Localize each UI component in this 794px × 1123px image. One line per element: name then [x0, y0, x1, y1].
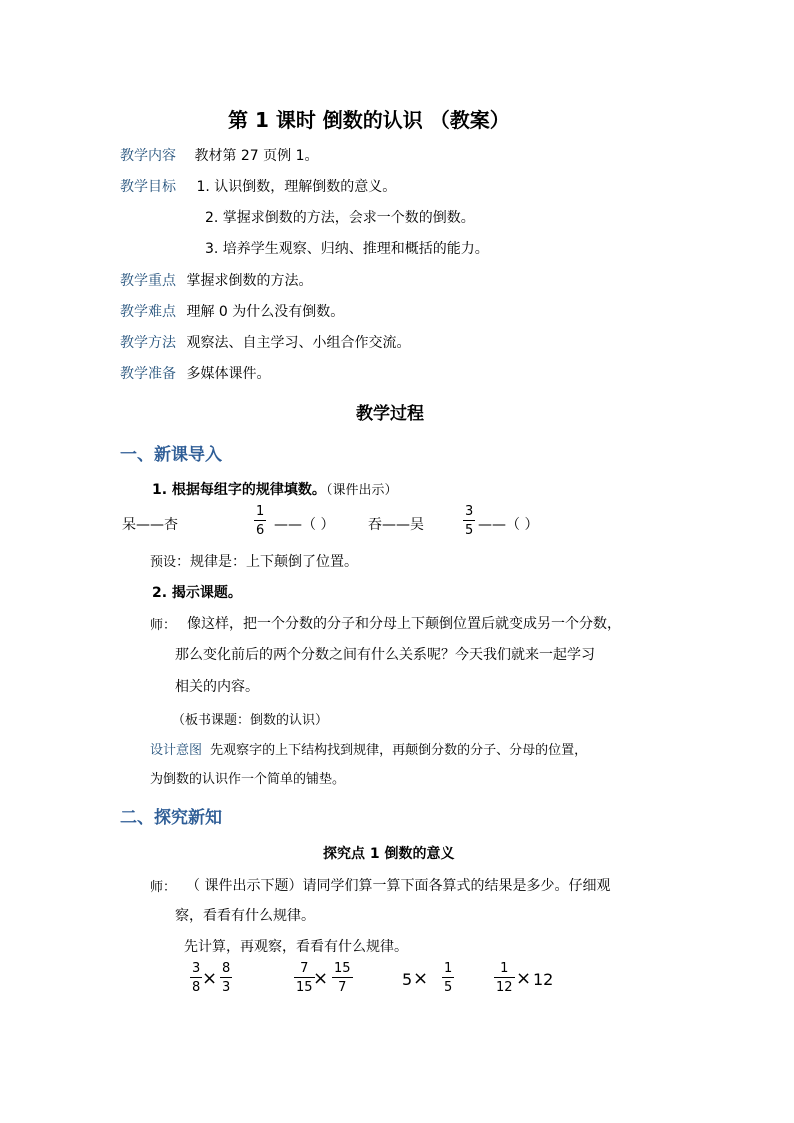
pattern-a: 呆——杏 [122, 517, 178, 533]
teacher-line-2: 那么变化前后的两个分数之间有什么关系呢？今天我们就来一起学习 [175, 647, 595, 663]
pattern-blank-2: ——（ ） [478, 517, 539, 533]
fraction-denominator: 5 [444, 980, 453, 995]
meta-text: 1. 认识倒数，理解倒数的意义。 [196, 179, 397, 195]
meta-text: 观察法、自主学习、小组合作交流。 [186, 335, 411, 351]
expr2-fraction-a [294, 962, 315, 994]
design-label: 设计意图 [150, 743, 203, 758]
section1-item2: 2. 揭示课题。 [152, 585, 242, 601]
fraction-denominator: 12 [496, 980, 513, 995]
meta-row-method [120, 332, 410, 352]
meta-label: 教学目标 [120, 179, 176, 195]
fraction-numerator: 7 [300, 961, 309, 976]
board-title: （板书课题：倒数的认识） [172, 713, 329, 728]
meta-goal-2: 2. 掌握求倒数的方法，会求一个数的倒数。 [205, 210, 475, 226]
meta-label: 教学重点 [120, 273, 176, 289]
fraction-denominator: 3 [222, 980, 231, 995]
fraction-denominator: 8 [192, 980, 201, 995]
fraction-3-5 [463, 505, 475, 537]
multiply-sign: × [413, 968, 429, 989]
expr1-fraction-b [220, 962, 232, 994]
section1-item1 [152, 479, 397, 499]
fraction-denominator: 6 [256, 523, 265, 538]
fraction-numerator: 8 [222, 961, 231, 976]
teacher-label: 师： [150, 618, 177, 633]
meta-row-prep [120, 363, 270, 383]
meta-text: 多媒体课件。 [186, 366, 271, 382]
design-text: 先观察字的上下结构找到规律，再颠倒分数的分子、分母的位置， [210, 743, 588, 758]
teacher-line-1: 像这样，把一个分数的分子和分母上下颠倒位置后就变成另一个分数， [187, 616, 621, 632]
process-title: 教学过程 [356, 404, 424, 424]
fraction-numerator: 3 [465, 504, 474, 519]
multiply-sign: × [202, 968, 218, 989]
fraction-numerator: 3 [192, 961, 201, 976]
expr3-fraction [442, 962, 454, 994]
preset-label: 预设 [150, 555, 177, 570]
explore-point-title: 探究点 1 倒数的意义 [323, 846, 455, 862]
item1-note: （课件出示） [325, 483, 398, 498]
expr4-integer: 12 [533, 970, 554, 989]
design-line-1 [150, 739, 587, 758]
meta-row-difficulty [120, 301, 344, 321]
preset-text: ：规律是：上下颠倒了位置。 [176, 554, 359, 570]
meta-row-focus [120, 270, 312, 290]
section2-heading: 二、探究新知 [120, 808, 222, 828]
meta-text: 掌握求倒数的方法。 [186, 273, 313, 289]
item1-text: 1. 根据每组字的规律填数。 [152, 482, 326, 498]
meta-label: 教学内容 [120, 148, 176, 164]
meta-label: 教学准备 [120, 366, 176, 382]
fraction-numerator: 1 [500, 961, 509, 976]
design-line-2: 为倒数的认识作一个简单的铺垫。 [150, 772, 346, 787]
fraction-denominator: 5 [465, 523, 474, 538]
expr4-fraction [494, 962, 515, 994]
multiply-sign: × [313, 968, 329, 989]
meta-text: 理解 0 为什么没有倒数。 [186, 304, 345, 320]
meta-label: 教学方法 [120, 335, 176, 351]
fraction-1-6 [254, 505, 266, 537]
teacher-label-2: 师： [150, 880, 177, 895]
doc-title: 第 1 课时 倒数的认识 （教案） [228, 108, 510, 132]
teacher2-line-2: 察，看看有什么规律。 [175, 908, 315, 924]
expr2-fraction-b [332, 962, 353, 994]
expr3-integer: 5 [402, 970, 413, 989]
fraction-denominator: 15 [296, 980, 313, 995]
meta-label: 教学难点 [120, 304, 176, 320]
meta-goal-3: 3. 培养学生观察、归纳、推理和概括的能力。 [205, 241, 489, 257]
pattern-blank-1: ——（ ） [274, 517, 335, 533]
meta-text: 教材第 27 页例 1。 [194, 148, 319, 164]
teacher-line-3: 相关的内容。 [175, 679, 259, 695]
fraction-numerator: 15 [334, 961, 351, 976]
pattern-b: 吞——吴 [368, 517, 424, 533]
fraction-denominator: 7 [338, 980, 347, 995]
fraction-numerator: 1 [444, 961, 453, 976]
teacher2-line-1: （ 课件出示下题）请同学们算一算下面各算式的结果是多少。仔细观 [186, 878, 611, 894]
fraction-numerator: 1 [256, 504, 265, 519]
expr1-fraction-a [190, 962, 202, 994]
preset-line [150, 551, 358, 571]
meta-row-content [120, 145, 319, 165]
meta-row-goal [120, 176, 396, 196]
multiply-sign: × [516, 968, 532, 989]
instruction: 先计算，再观察，看看有什么规律。 [184, 939, 408, 955]
section1-heading: 一、新课导入 [120, 445, 222, 465]
